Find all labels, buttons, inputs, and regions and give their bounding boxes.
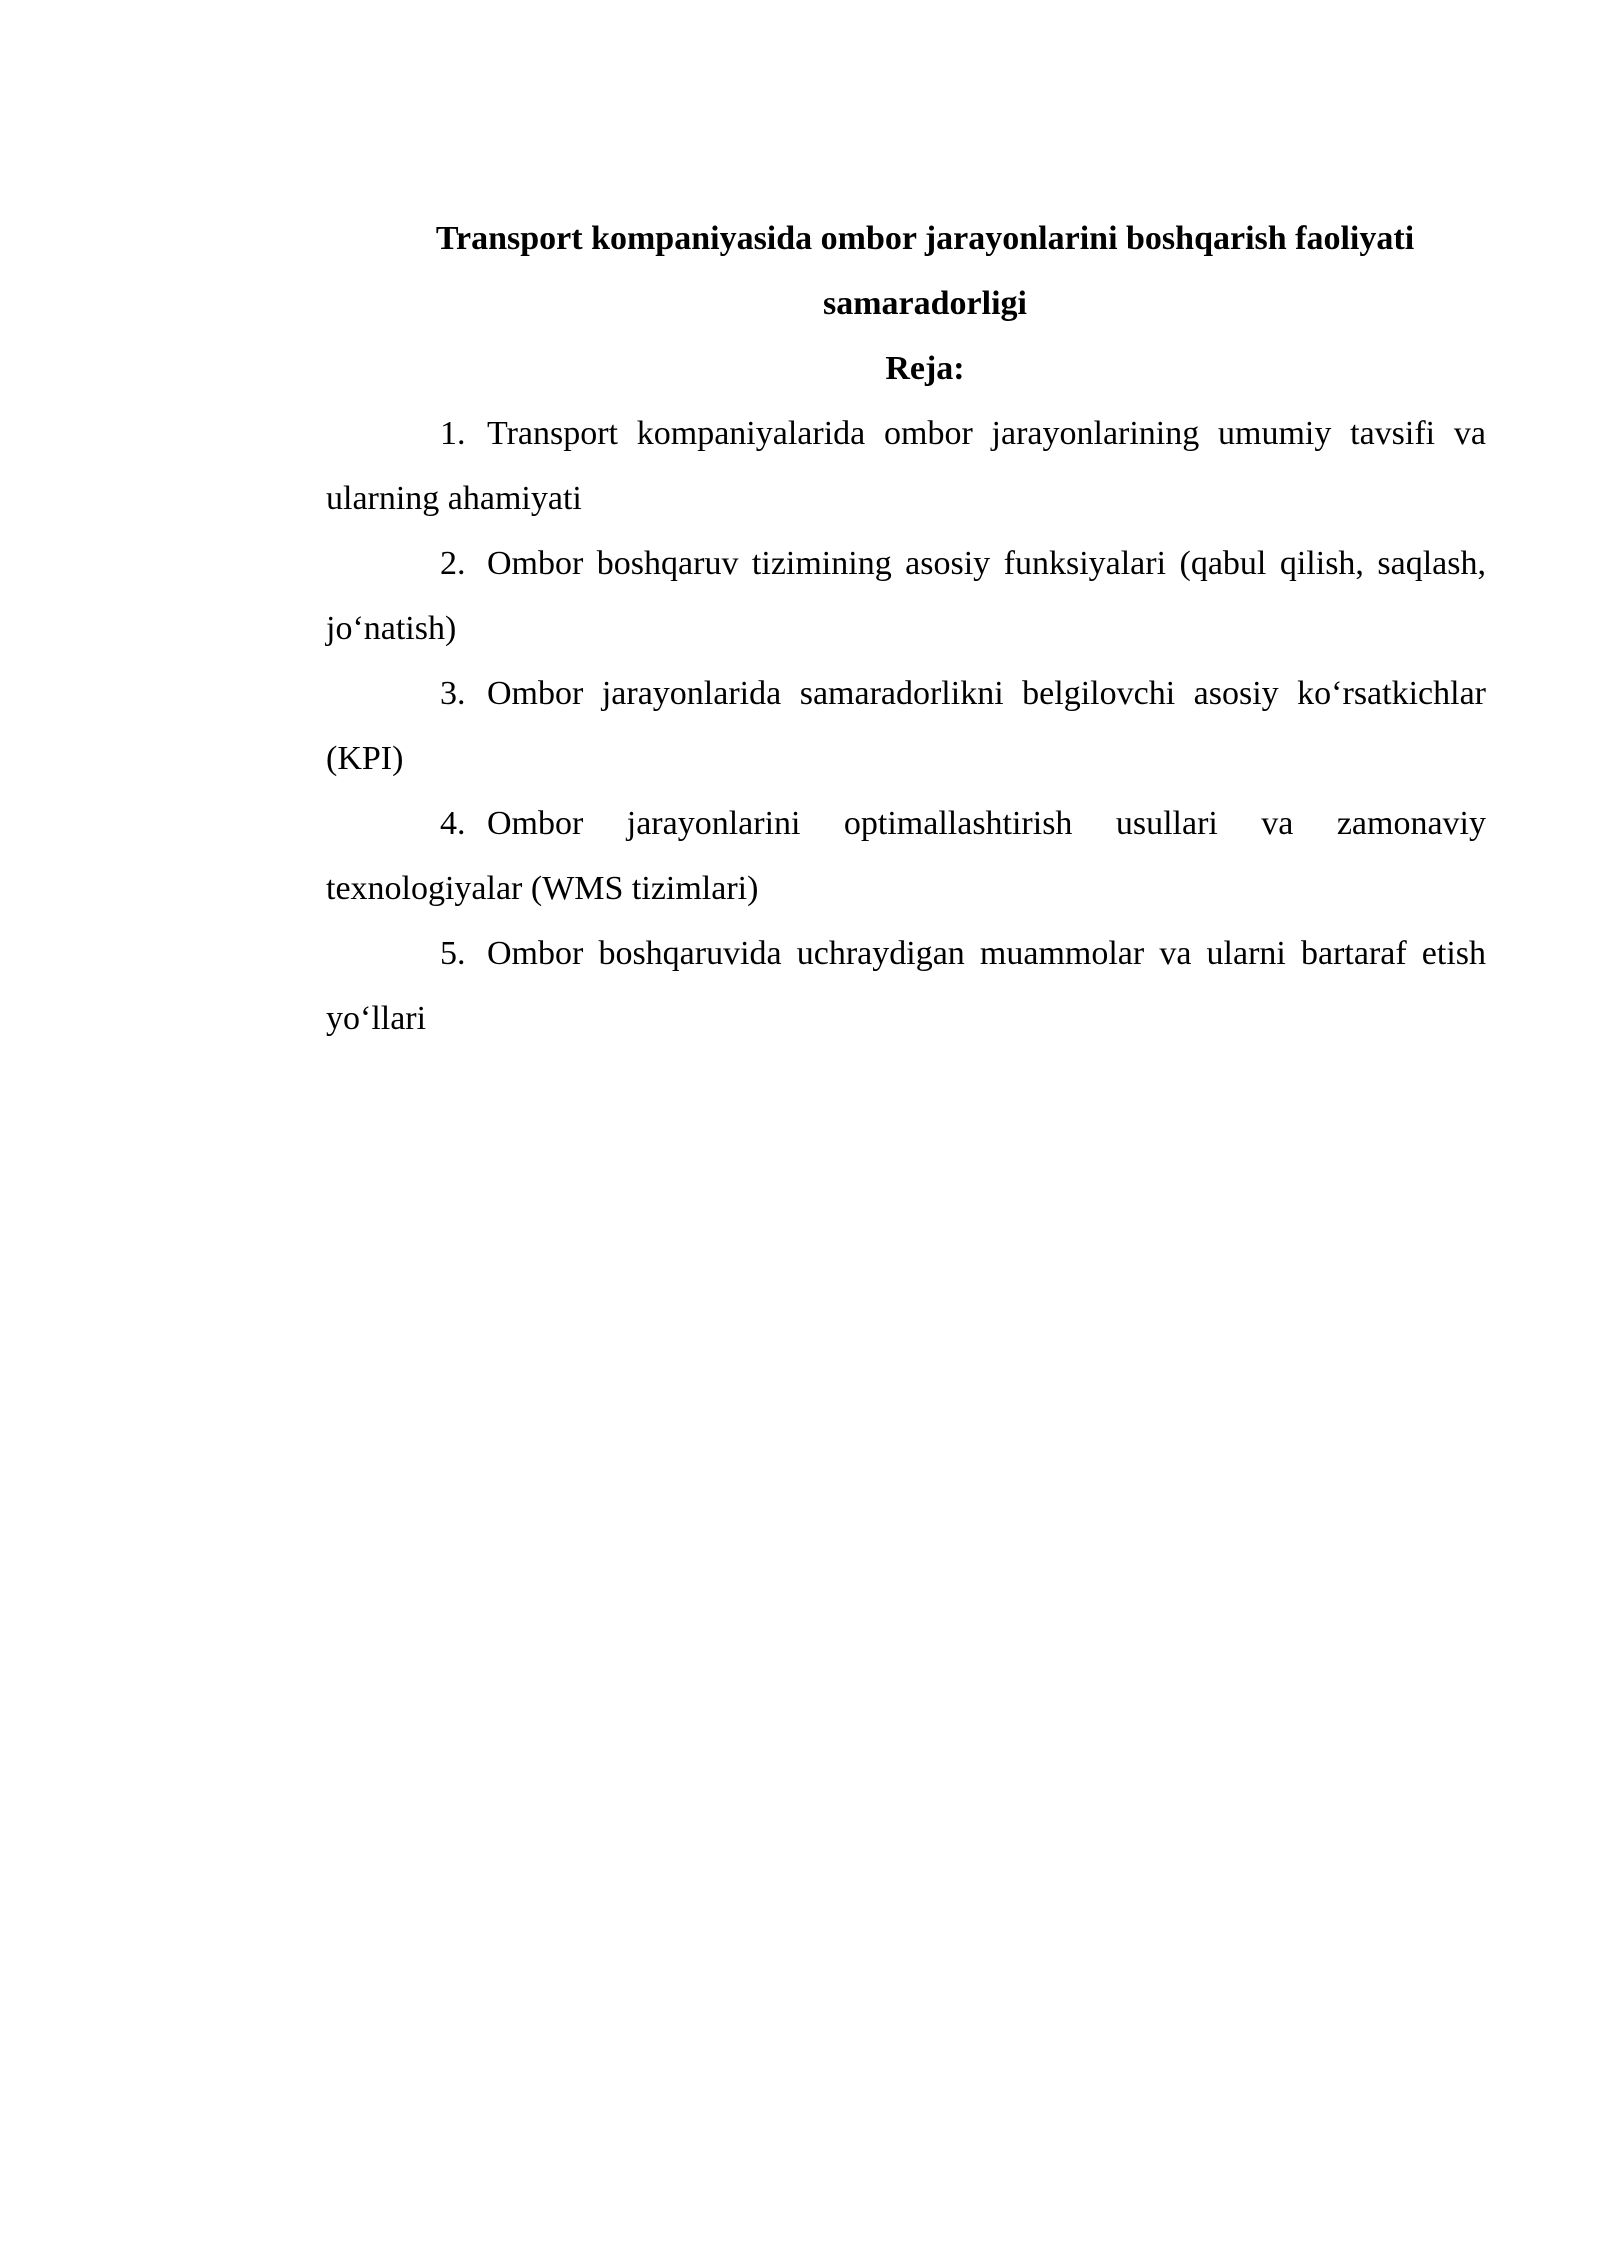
plan-item-text: Ombor jarayonlarida samaradorlikni belgilovchi asosiy ko‘rsatkichlar (KPI) [326,675,1486,777]
plan-item-number: 2. [440,545,466,582]
document-title [326,206,1486,336]
plan-item-number: 4. [440,805,466,842]
plan-item-text: Ombor boshqaruvida uchraydigan muammolar va ularni bartaraf etish yo‘llari [326,935,1486,1037]
plan-item-text: Ombor boshqaruv tizimining asosiy funksiyalari (qabul qilish, saqlash, jo‘natish) [326,545,1486,647]
plan-list [326,401,1486,1051]
document-body [326,206,1486,1051]
title-line-1: Transport kompaniyasida ombor jarayonlarini boshqarish faoliyati [435,220,1415,257]
plan-item-4 [326,791,1486,921]
plan-item-number: 5. [440,935,466,972]
plan-item-2 [326,531,1486,661]
plan-item-number: 3. [440,675,466,712]
plan-item-text: Ombor jarayonlarini optimallashtirish usullari va zamonaviy texnologiyalar (WMS tizimlari) [326,805,1486,907]
plan-item-1 [326,401,1486,531]
plan-item-number: 1. [440,415,466,452]
plan-item-5 [326,921,1486,1051]
plan-item-3 [326,661,1486,791]
plan-item-text: Transport kompaniyalarida ombor jarayonlarining umumiy tavsifi va ularning ahamiyati [326,415,1486,517]
title-line-2: samaradorligi [823,285,1027,322]
plan-heading: Reja: [885,350,965,387]
